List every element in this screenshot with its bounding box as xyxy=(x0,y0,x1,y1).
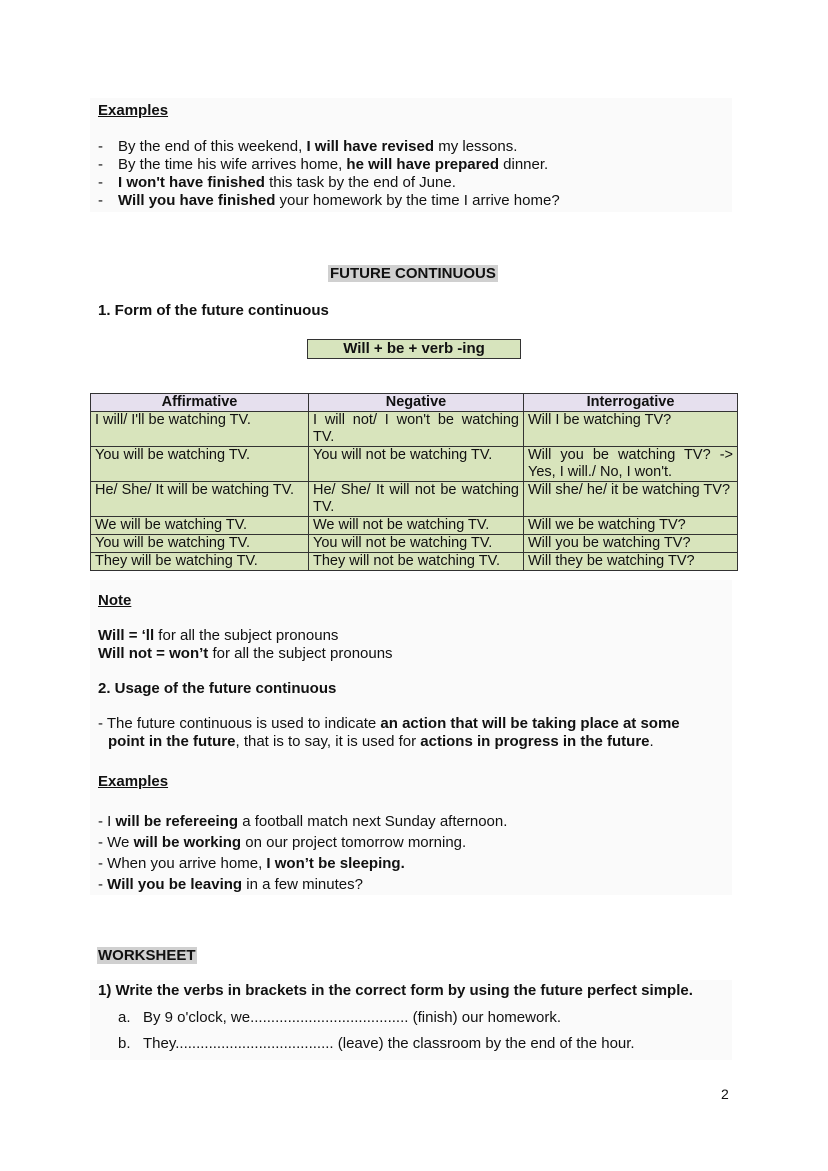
cell: You will not be watching TV. xyxy=(309,535,524,553)
text: on our project tomorrow morning. xyxy=(241,834,467,851)
text: - We xyxy=(98,834,134,851)
text: By the time his wife arrives home, xyxy=(118,156,347,173)
note-heading: Note xyxy=(98,592,132,609)
text: your homework by the time I arrive home? xyxy=(275,192,560,209)
item-letter: a. xyxy=(118,1009,131,1026)
cell: We will not be watching TV. xyxy=(309,517,524,535)
cell: You will be watching TV. xyxy=(91,535,309,553)
bold-text: he will have prepared xyxy=(346,156,499,173)
usage-heading: 2. Usage of the future continuous xyxy=(98,680,337,697)
list-item: - By the time his wife arrives home, he will have prepared dinner. xyxy=(98,156,549,173)
text: dinner. xyxy=(498,156,549,173)
bold-text: point in the future xyxy=(108,733,236,750)
table-row xyxy=(91,412,738,447)
text: , that is to say, it is used for xyxy=(235,733,421,750)
column-header: Interrogative xyxy=(524,394,738,412)
examples-heading: Examples xyxy=(98,102,169,119)
list-item xyxy=(98,813,507,830)
list-item: - I won't have finished this task by the end of June. xyxy=(98,174,456,191)
list-item xyxy=(98,876,363,893)
cell: Will they be watching TV? xyxy=(524,553,738,571)
cell: He/ She/ It will not be watching TV. xyxy=(309,482,524,517)
cell: We will be watching TV. xyxy=(91,517,309,535)
section-title: FUTURE CONTINUOUS xyxy=(330,265,496,282)
cell: They will be watching TV. xyxy=(91,553,309,571)
text: in a few minutes? xyxy=(242,876,363,893)
text: for all the subject pronouns xyxy=(154,627,339,644)
list-item xyxy=(98,834,466,851)
column-header: Negative xyxy=(309,394,524,412)
bold-text: Will not = won’t xyxy=(98,645,209,662)
page-number: 2 xyxy=(721,1086,729,1102)
text: - xyxy=(98,876,108,893)
list-item xyxy=(98,855,405,872)
cell: Will you be watching TV? -> Yes, I will./ No, I won't. xyxy=(524,447,738,482)
bold-text: Will = ‘ll xyxy=(98,627,155,644)
table-row xyxy=(91,517,738,535)
text: - When you arrive home, xyxy=(98,855,267,872)
note-line xyxy=(98,627,338,644)
list-item: - By the end of this weekend, I will have revised my lessons. xyxy=(98,138,518,155)
bold-text: I won't have finished xyxy=(118,174,265,191)
table-row xyxy=(91,553,738,571)
bold-text: I will have revised xyxy=(306,138,435,155)
text: By the end of this weekend, xyxy=(118,138,307,155)
note-line xyxy=(98,645,393,662)
formula-box: Will + be + verb -ing xyxy=(307,339,521,359)
item-text: By 9 o'clock, we...................................... (finish) our homework. xyxy=(143,1009,561,1026)
text: - The future continuous is used to indicate xyxy=(98,715,381,732)
usage-paragraph xyxy=(98,715,730,751)
text: this task by the end of June. xyxy=(264,174,456,191)
table-header-row xyxy=(91,394,738,412)
table-row xyxy=(91,535,738,553)
examples-heading: Examples xyxy=(98,773,169,790)
cell: He/ She/ It will be watching TV. xyxy=(91,482,309,517)
item-letter: b. xyxy=(118,1035,131,1052)
bold-text: an action that will be taking place at some xyxy=(380,715,680,732)
item-text: They...................................... (leave) the classroom by the end of the hour. xyxy=(143,1035,635,1052)
text: - I xyxy=(98,813,116,830)
worksheet-question: 1) Write the verbs in brackets in the correct form by using the future perfect simple. xyxy=(98,982,693,999)
worksheet-heading: WORKSHEET xyxy=(98,947,196,964)
cell: Will I be watching TV? xyxy=(524,412,738,447)
cell: Will she/ he/ it be watching TV? xyxy=(524,482,738,517)
text: . xyxy=(649,733,654,750)
bold-text: I won’t be sleeping. xyxy=(266,855,405,872)
cell: I will/ I'll be watching TV. xyxy=(91,412,309,447)
bold-text: Will you have finished xyxy=(118,192,276,209)
text: my lessons. xyxy=(434,138,518,155)
cell: Will you be watching TV? xyxy=(524,535,738,553)
list-item: - Will you have finished your homework by the time I arrive home? xyxy=(98,192,560,209)
cell: You will not be watching TV. xyxy=(309,447,524,482)
table-row xyxy=(91,482,738,517)
conjugation-table xyxy=(90,393,738,571)
column-header: Affirmative xyxy=(91,394,309,412)
cell: They will not be watching TV. xyxy=(309,553,524,571)
bold-text: will be working xyxy=(133,834,242,851)
cell: You will be watching TV. xyxy=(91,447,309,482)
table-row xyxy=(91,447,738,482)
bold-text: actions in progress in the future xyxy=(420,733,650,750)
text: a football match next Sunday afternoon. xyxy=(238,813,508,830)
exercise-item xyxy=(118,1009,561,1026)
exercise-item xyxy=(118,1035,635,1052)
cell: Will we be watching TV? xyxy=(524,517,738,535)
cell: I will not/ I won't be watching TV. xyxy=(309,412,524,447)
text: for all the subject pronouns xyxy=(208,645,393,662)
form-heading: 1. Form of the future continuous xyxy=(98,302,329,319)
bold-text: will be refereeing xyxy=(115,813,239,830)
bold-text: Will you be leaving xyxy=(107,876,243,893)
